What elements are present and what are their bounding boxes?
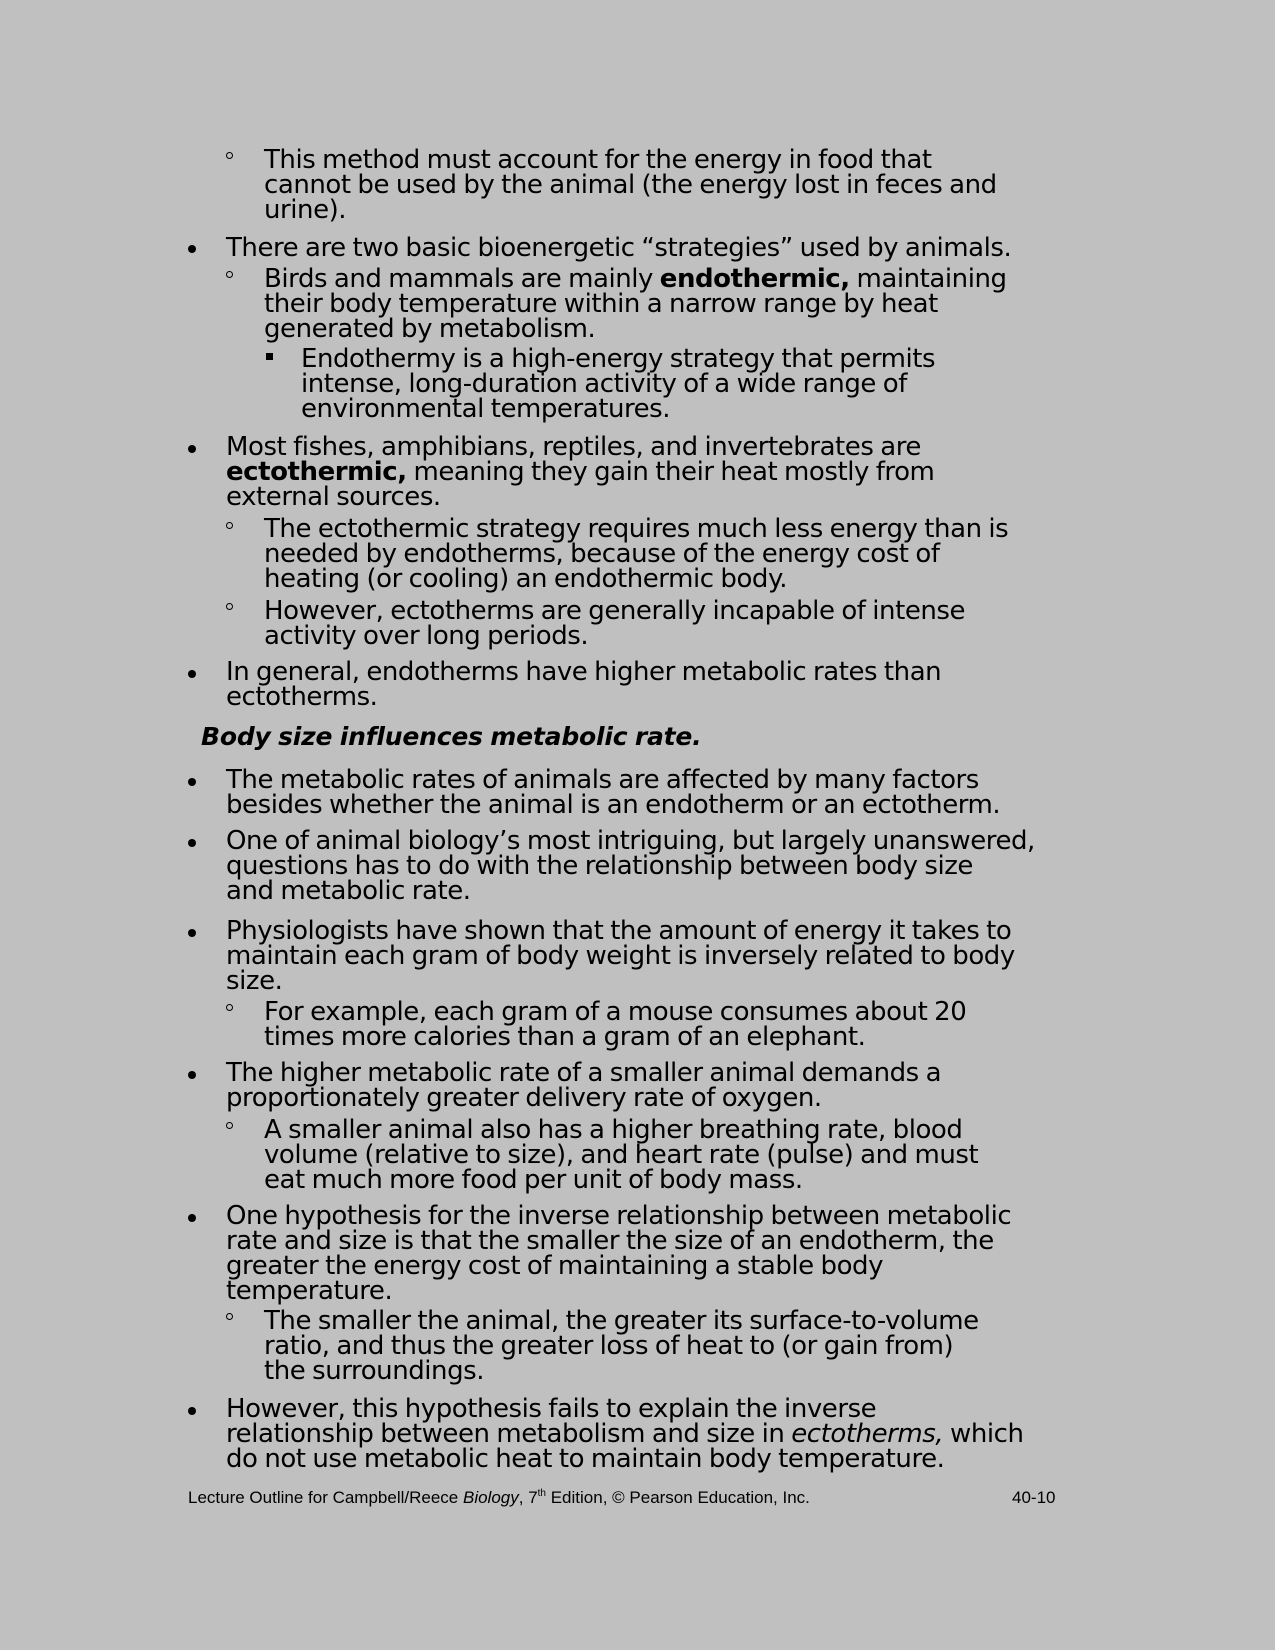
- bullet-icon: [184, 1395, 200, 1425]
- sub-bullet-icon: [222, 516, 238, 536]
- sub-bullet-icon: [222, 265, 238, 285]
- paragraph-line: external sources.: [226, 482, 441, 512]
- paragraph-line: Physiologists have shown that the amount of energy it takes to: [226, 916, 1012, 946]
- paragraph-line: maintain each gram of body weight is inversely related to body: [226, 941, 1015, 971]
- paragraph-line: One hypothesis for the inverse relationship between metabolic: [226, 1201, 1012, 1231]
- paragraph-line: There are two basic bioenergetic “strategies” used by animals.: [226, 233, 1012, 263]
- paragraph-line: rate and size is that the smaller the size of an endotherm, the: [226, 1226, 994, 1256]
- footer-citation: [188, 1488, 810, 1508]
- text-run: relationship between metabolism and size in: [226, 1419, 792, 1449]
- paragraph-line: intense, long-duration activity of a wide range of: [301, 369, 907, 399]
- paragraph-line: their body temperature within a narrow range by heat: [264, 289, 938, 319]
- paragraph-line: generated by metabolism.: [264, 314, 596, 344]
- paragraph-line: ratio, and thus the greater loss of heat to (or gain from): [264, 1331, 954, 1361]
- paragraph-line: The smaller the animal, the greater its surface-to-volume: [264, 1306, 979, 1336]
- paragraph-line: For example, each gram of a mouse consumes about 20: [264, 997, 967, 1027]
- bullet-icon: [184, 433, 200, 463]
- paragraph-line: However, ectotherms are generally incapable of intense: [264, 596, 966, 626]
- square-bullet-icon: [265, 345, 275, 361]
- sub-bullet-icon: [222, 597, 238, 617]
- paragraph-line: A smaller animal also has a higher breathing rate, blood: [264, 1115, 963, 1145]
- bullet-icon: [184, 1059, 200, 1089]
- text-run: Birds and mammals are mainly: [264, 264, 660, 294]
- paragraph-line: temperature.: [226, 1276, 393, 1306]
- paragraph-line: the surroundings.: [264, 1356, 485, 1386]
- bullet-icon: [184, 658, 200, 688]
- paragraph-line: The ectothermic strategy requires much less energy than is: [264, 514, 1009, 544]
- paragraph-line: The metabolic rates of animals are affected by many factors: [226, 765, 979, 795]
- paragraph-line: In general, endotherms have higher metabolic rates than: [226, 657, 942, 687]
- paragraph-line: heating (or cooling) an endothermic body.: [264, 564, 788, 594]
- sub-bullet-icon: [222, 1307, 238, 1327]
- paragraph-line: Endothermy is a high-energy strategy that permits: [301, 344, 936, 374]
- paragraph-line: One of animal biology’s most intriguing, but largely unanswered,: [226, 826, 1035, 856]
- paragraph-line: proportionately greater delivery rate of oxygen.: [226, 1083, 822, 1113]
- paragraph-line: besides whether the animal is an endotherm or an ectotherm.: [226, 790, 1001, 820]
- paragraph-line: activity over long periods.: [264, 621, 589, 651]
- bullet-icon: [184, 233, 200, 263]
- page-number: 40-10: [1012, 1488, 1056, 1507]
- footer-edition-superscript: th: [537, 1488, 546, 1499]
- paragraph-line: questions has to do with the relationship between body size: [226, 851, 973, 881]
- paragraph-line: urine).: [264, 195, 347, 225]
- text-run: maintaining: [849, 264, 1007, 294]
- paragraph-line: However, this hypothesis fails to explain the inverse: [226, 1394, 877, 1424]
- bullet-icon: [184, 1202, 200, 1232]
- paragraph-line: ectotherms.: [226, 682, 378, 712]
- paragraph-line: size.: [226, 966, 283, 996]
- sub-bullet-icon: [222, 146, 238, 166]
- term-ectotherms: ectotherms,: [791, 1419, 944, 1449]
- footer-book-title: Biology: [462, 1488, 519, 1507]
- paragraph-line: do not use metabolic heat to maintain body temperature.: [226, 1444, 945, 1474]
- paragraph-line: The higher metabolic rate of a smaller animal demands a: [226, 1058, 942, 1088]
- bullet-icon: [184, 917, 200, 947]
- paragraph-line: eat much more food per unit of body mass.: [264, 1165, 803, 1195]
- paragraph-line: Most fishes, amphibians, reptiles, and invertebrates are: [226, 432, 921, 462]
- bullet-icon: [184, 766, 200, 796]
- sub-bullet-icon: [222, 998, 238, 1018]
- term-ectothermic: ectothermic,: [226, 457, 407, 487]
- sub-bullet-icon: [222, 1116, 238, 1136]
- paragraph-line: cannot be used by the animal (the energy lost in feces and: [264, 170, 997, 200]
- paragraph-line: volume (relative to size), and heart rate (pulse) and must: [264, 1140, 979, 1170]
- text-run: which: [943, 1419, 1024, 1449]
- section-heading: Body size influences metabolic rate.: [201, 722, 702, 751]
- footer-edition-number: , 7: [518, 1488, 538, 1507]
- term-endothermic: endothermic,: [659, 264, 850, 294]
- paragraph-line: This method must account for the energy in food that: [264, 145, 932, 175]
- footer-suffix: Edition, © Pearson Education, Inc.: [546, 1488, 810, 1507]
- paragraph-line: greater the energy cost of maintaining a stable body: [226, 1251, 884, 1281]
- bullet-icon: [184, 827, 200, 857]
- paragraph-line: times more calories than a gram of an elephant.: [264, 1022, 866, 1052]
- paragraph-line: environmental temperatures.: [301, 394, 671, 424]
- footer-prefix: Lecture Outline for Campbell/Reece: [188, 1488, 463, 1507]
- paragraph-line: needed by endotherms, because of the energy cost of: [264, 539, 940, 569]
- text-run: meaning they gain their heat mostly from: [406, 457, 935, 487]
- paragraph-line: and metabolic rate.: [226, 876, 471, 906]
